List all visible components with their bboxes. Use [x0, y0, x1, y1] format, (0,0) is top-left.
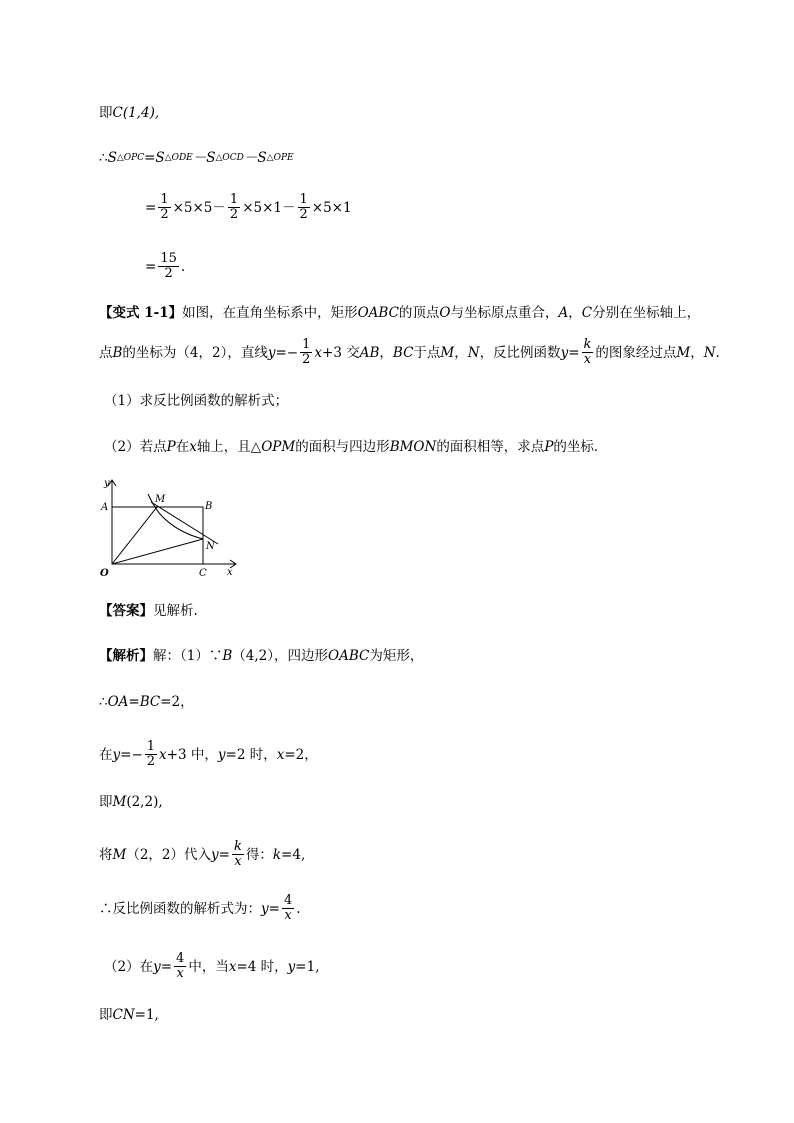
text: 的坐标． — [553, 439, 608, 455]
text: ∴ — [99, 694, 108, 710]
area-equation — [99, 148, 294, 168]
math-text: B — [222, 648, 233, 664]
segment-on — [112, 539, 203, 564]
fraction-half — [228, 193, 240, 222]
problem-line-2 — [99, 338, 720, 367]
term: ×5×1 — [311, 199, 352, 216]
denominator: 2 — [229, 207, 239, 222]
text: （1）求反比例函数的解析式； — [104, 393, 289, 409]
math-text: y — [287, 958, 296, 975]
label-n: N — [206, 541, 215, 552]
math-text: P — [166, 439, 176, 455]
math-text: k — [272, 846, 282, 863]
solution-line-5 — [99, 840, 305, 869]
text: =1, — [134, 1007, 159, 1023]
math-text: OPM — [261, 439, 296, 455]
fraction-k-over-x — [232, 840, 244, 869]
text: =2 时， — [225, 746, 277, 763]
math-text: x — [276, 746, 285, 763]
text: = — [268, 900, 280, 917]
text: ， — [379, 344, 393, 361]
math-text: －S — [243, 150, 267, 166]
math-text: A — [558, 305, 569, 321]
text: （2）在 — [104, 958, 154, 975]
math-text: y — [112, 746, 121, 763]
solution-tag: 【解析】 — [99, 648, 153, 664]
text: = — [568, 344, 580, 361]
math-text: M — [440, 344, 455, 361]
text: 在 — [99, 746, 113, 763]
geometry-figure — [96, 474, 246, 582]
text: =− — [120, 746, 143, 763]
text: 的图象经过点 — [595, 344, 677, 361]
text: =2， — [160, 694, 194, 710]
fraction-half — [145, 740, 157, 769]
math-text: y — [217, 746, 226, 763]
solution-line-7 — [104, 952, 320, 981]
text: =1, — [295, 958, 320, 975]
math-text: N — [703, 344, 716, 361]
text: 轴上，且△ — [196, 439, 262, 455]
math-text: OABC — [328, 648, 370, 664]
text-line-c-point — [99, 103, 159, 123]
text: 即 — [99, 1007, 113, 1023]
math-text: N — [467, 344, 480, 361]
text: =4 时， — [236, 958, 288, 975]
text: 于点 — [413, 344, 441, 361]
denominator: 2 — [164, 266, 173, 281]
denominator: x — [176, 966, 184, 981]
text: ，反比例函数 — [479, 344, 561, 361]
numerator: 1 — [229, 192, 239, 207]
text: （2，2）代入 — [126, 846, 212, 863]
text: 的顶点 — [398, 305, 440, 321]
numerator: k — [583, 337, 592, 352]
math-text: O — [439, 305, 451, 321]
calc-line — [145, 193, 352, 222]
numerator: 1 — [302, 337, 311, 352]
text: 的面积相等，求点 — [436, 439, 545, 455]
math-text: P — [544, 439, 554, 455]
text: = — [160, 958, 173, 975]
text: 即 — [99, 105, 113, 121]
math-s: S — [107, 150, 117, 166]
math-text: －S — [192, 150, 216, 166]
math-text: =S — [144, 150, 165, 166]
denominator: x — [583, 352, 592, 367]
math-text: C(1,4), — [112, 105, 160, 121]
solution-line-1 — [99, 646, 423, 666]
denominator: 2 — [146, 754, 156, 769]
fraction-half — [298, 193, 310, 222]
denominator: 2 — [299, 207, 308, 222]
math-text: M — [112, 846, 127, 863]
term: ×5×1－ — [242, 199, 296, 216]
result-line — [145, 252, 185, 281]
text: +3 交 — [322, 344, 360, 361]
text: （2）若点 — [104, 439, 167, 455]
numerator: k — [233, 839, 242, 854]
text: = — [218, 846, 230, 863]
text: +3 中， — [166, 746, 218, 763]
text: 如图，在直角坐标系中，矩形 — [182, 305, 358, 321]
problem-line-1 — [99, 303, 700, 323]
numerator: 15 — [160, 251, 177, 266]
label-c: C — [199, 568, 207, 579]
denominator: 2 — [160, 207, 169, 222]
subscript: △OCD — [215, 153, 244, 163]
equals: = — [145, 199, 157, 216]
numerator: 1 — [146, 739, 156, 754]
solution-line-4 — [99, 792, 163, 812]
math-text: BC — [139, 694, 161, 710]
math-text: x — [314, 344, 323, 361]
label-a: A — [101, 502, 109, 513]
math-text: y — [267, 344, 276, 361]
label-y: y — [104, 478, 110, 489]
text: ， — [690, 344, 704, 361]
math-text: OA — [107, 694, 129, 710]
solution-line-3 — [99, 740, 318, 769]
solution-line-2 — [99, 692, 194, 712]
text: 为矩形， — [369, 648, 424, 664]
math-text: B — [112, 344, 123, 361]
subscript: △OPE — [266, 153, 294, 163]
text: 中，当 — [188, 958, 229, 975]
fraction-half — [300, 338, 312, 367]
text: 点 — [99, 344, 113, 361]
rectangle-oabc — [112, 507, 203, 564]
math-text: BMON — [389, 439, 437, 455]
denominator: x — [284, 908, 292, 923]
math-text: x — [159, 746, 167, 763]
text: =− — [275, 344, 299, 361]
math-text: M — [112, 794, 127, 810]
math-text: x — [189, 439, 197, 455]
text: ∴反比例函数的解析式为： — [99, 900, 261, 917]
fraction-4-over-x — [174, 952, 186, 981]
math-text: x — [228, 958, 237, 975]
math-text: y — [211, 846, 219, 863]
text: = — [128, 694, 140, 710]
answer-line — [99, 601, 198, 621]
segment-om — [112, 507, 157, 564]
solution-line-8 — [99, 1005, 159, 1025]
text: . — [296, 900, 301, 917]
solution-line-6 — [99, 894, 301, 923]
label-o: O — [100, 568, 109, 579]
math-text: M — [676, 344, 691, 361]
text: 得： — [245, 846, 273, 863]
fraction-half — [158, 193, 170, 222]
math-text: CN — [112, 1007, 135, 1023]
subscript: △ODE — [164, 153, 193, 163]
text: 即 — [99, 794, 113, 810]
numerator: 4 — [176, 951, 185, 966]
subscript: △OPC — [116, 153, 145, 163]
math-text: y — [560, 344, 569, 361]
variant-tag: 【变式 1-1】 — [99, 305, 183, 321]
text: . — [715, 344, 720, 361]
text: ， — [454, 344, 468, 361]
text: (2,2), — [126, 794, 163, 810]
text: 见解析. — [153, 603, 198, 619]
text: 分别在坐标轴上， — [592, 305, 701, 321]
question-1 — [104, 391, 288, 411]
answer-tag: 【答案】 — [99, 603, 153, 619]
label-b: B — [205, 501, 213, 512]
text: =4, — [281, 846, 306, 863]
period: . — [180, 258, 186, 275]
question-2 — [104, 437, 607, 457]
text: （4,2），四边形 — [232, 648, 328, 664]
term: ×5×5－ — [172, 199, 226, 216]
text: 解：（1）∵ — [153, 648, 223, 664]
denominator: 2 — [302, 352, 311, 367]
fraction-result — [158, 252, 179, 281]
text: =2， — [284, 746, 318, 763]
text: 与坐标原点重合， — [450, 305, 559, 321]
numerator: 1 — [299, 192, 308, 207]
label-x: x — [227, 567, 233, 578]
text: 将 — [99, 846, 113, 863]
text: ， — [568, 305, 582, 321]
equals: = — [145, 258, 157, 275]
math-text: y — [261, 900, 269, 917]
text: 的面积与四边形 — [295, 439, 390, 455]
fraction-4-over-x — [282, 894, 294, 923]
math-text: y — [153, 958, 161, 975]
numerator: 1 — [160, 192, 169, 207]
fraction-k-over-x — [582, 338, 594, 367]
math-text: AB — [359, 344, 380, 361]
label-m: M — [155, 494, 166, 505]
math-text: C — [581, 305, 593, 321]
denominator: x — [234, 854, 242, 869]
therefore-symbol: ∴ — [99, 150, 108, 166]
math-text: BC — [392, 344, 414, 361]
math-text: OABC — [357, 305, 399, 321]
numerator: 4 — [283, 893, 293, 908]
text: 的坐标为（4，2），直线 — [122, 344, 268, 361]
text: 在 — [175, 439, 190, 455]
